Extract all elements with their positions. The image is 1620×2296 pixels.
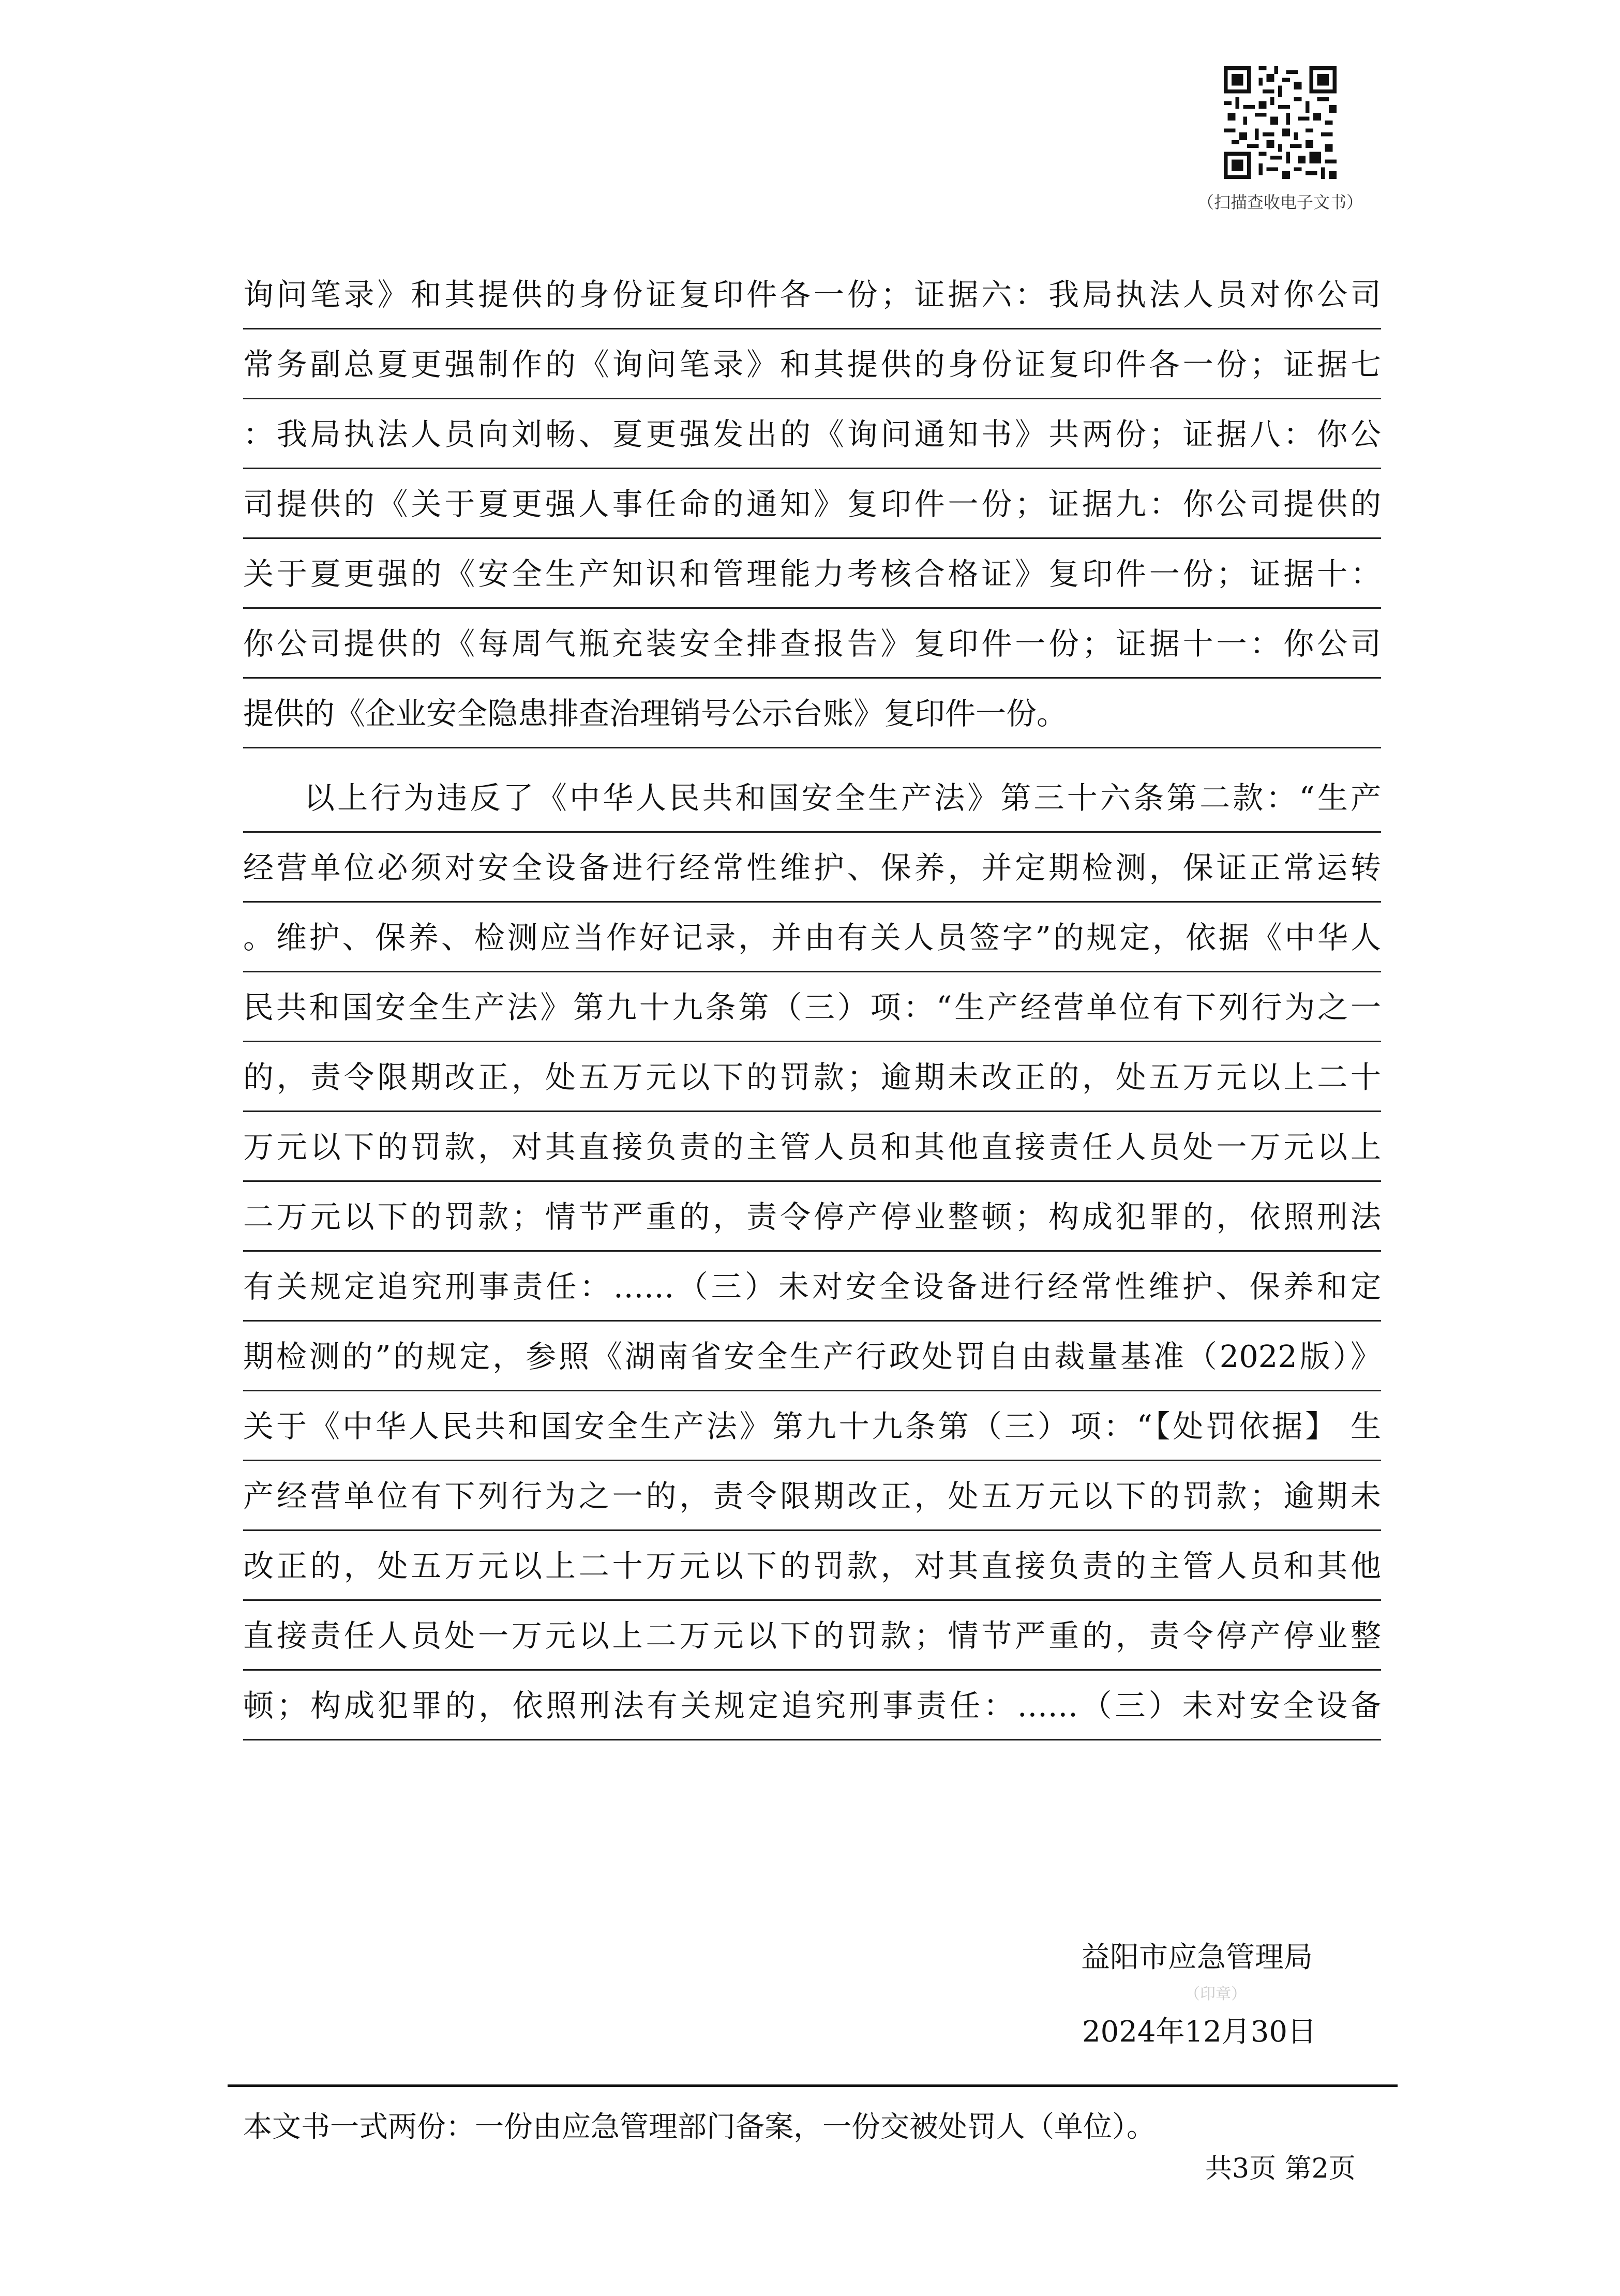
footer-divider bbox=[228, 2084, 1398, 2087]
body-line: 询问笔录》和其提供的身份证复印件各一份；证据六：我局执法人员对你公司 bbox=[243, 260, 1381, 329]
body-line: 有关规定追究刑事责任：……（三）未对安全设备进行经常性维护、保养和定 bbox=[243, 1252, 1381, 1322]
document-body bbox=[243, 260, 1381, 1740]
body-line: 司提供的《关于夏更强人事任命的通知》复印件一份；证据九：你公司提供的 bbox=[243, 469, 1381, 539]
body-line: 产经营单位有下列行为之一的，责令限期改正，处五万元以下的罚款；逾期未 bbox=[243, 1461, 1381, 1531]
body-line: 常务副总夏更强制作的《询问笔录》和其提供的身份证复印件各一份；证据七 bbox=[243, 329, 1381, 399]
issue-date: 2024年12月30日 bbox=[1082, 2015, 1317, 2049]
body-line: 关于《中华人民共和国安全生产法》第九十九条第（三）项：“【处罚依据】 生 bbox=[243, 1391, 1381, 1461]
body-line: 直接责任人员处一万元以上二万元以下的罚款；情节严重的，责令停产停业整 bbox=[243, 1601, 1381, 1671]
body-line: ：我局执法人员向刘畅、夏更强发出的《询问通知书》共两份；证据八：你公 bbox=[243, 399, 1381, 469]
body-line: 经营单位必须对安全设备进行经常性维护、保养，并定期检测，保证正常运转 bbox=[243, 833, 1381, 903]
issuing-authority: 益阳市应急管理局 bbox=[1081, 1941, 1313, 1974]
footer-note: 本文书一式两份：一份由应急管理部门备案，一份交被处罚人（单位）。 bbox=[243, 2110, 1156, 2144]
body-line: 提供的《企业安全隐患排查治理销号公示台账》复印件一份。 bbox=[243, 679, 1381, 748]
body-line: 的，责令限期改正，处五万元以下的罚款；逾期未改正的，处五万元以上二十 bbox=[243, 1042, 1381, 1112]
body-line: 。维护、保养、检测应当作好记录，并由有关人员签字”的规定，依据《中华人 bbox=[243, 903, 1381, 972]
body-line: 二万元以下的罚款；情节严重的，责令停产停业整顿；构成犯罪的，依照刑法 bbox=[243, 1182, 1381, 1252]
page-number: 共3页 第2页 bbox=[1205, 2153, 1356, 2184]
qr-code-icon bbox=[1224, 66, 1337, 179]
body-line: 期检测的”的规定，参照《湖南省安全生产行政处罚自由裁量基准（2022版）》 bbox=[243, 1322, 1381, 1391]
body-line: 关于夏更强的《安全生产知识和管理能力考核合格证》复印件一份；证据十： bbox=[243, 539, 1381, 609]
body-line: 改正的，处五万元以上二十万元以下的罚款，对其直接负责的主管人员和其他 bbox=[243, 1531, 1381, 1601]
seal-placeholder: （印章） bbox=[1184, 1985, 1247, 2003]
body-line: 你公司提供的《每周气瓶充装安全排查报告》复印件一份；证据十一：你公司 bbox=[243, 609, 1381, 679]
body-line: 万元以下的罚款，对其直接负责的主管人员和其他直接责任人员处一万元以上 bbox=[243, 1112, 1381, 1182]
body-line: 民共和国安全生产法》第九十九条第（三）项：“生产经营单位有下列行为之一 bbox=[243, 972, 1381, 1042]
body-line: 以上行为违反了《中华人民共和国安全生产法》第三十六条第二款：“生产 bbox=[243, 763, 1381, 833]
body-line: 顿；构成犯罪的，依照刑法有关规定追究刑事责任：……（三）未对安全设备 bbox=[243, 1671, 1381, 1740]
qr-caption: （扫描查收电子文书） bbox=[1197, 192, 1363, 212]
